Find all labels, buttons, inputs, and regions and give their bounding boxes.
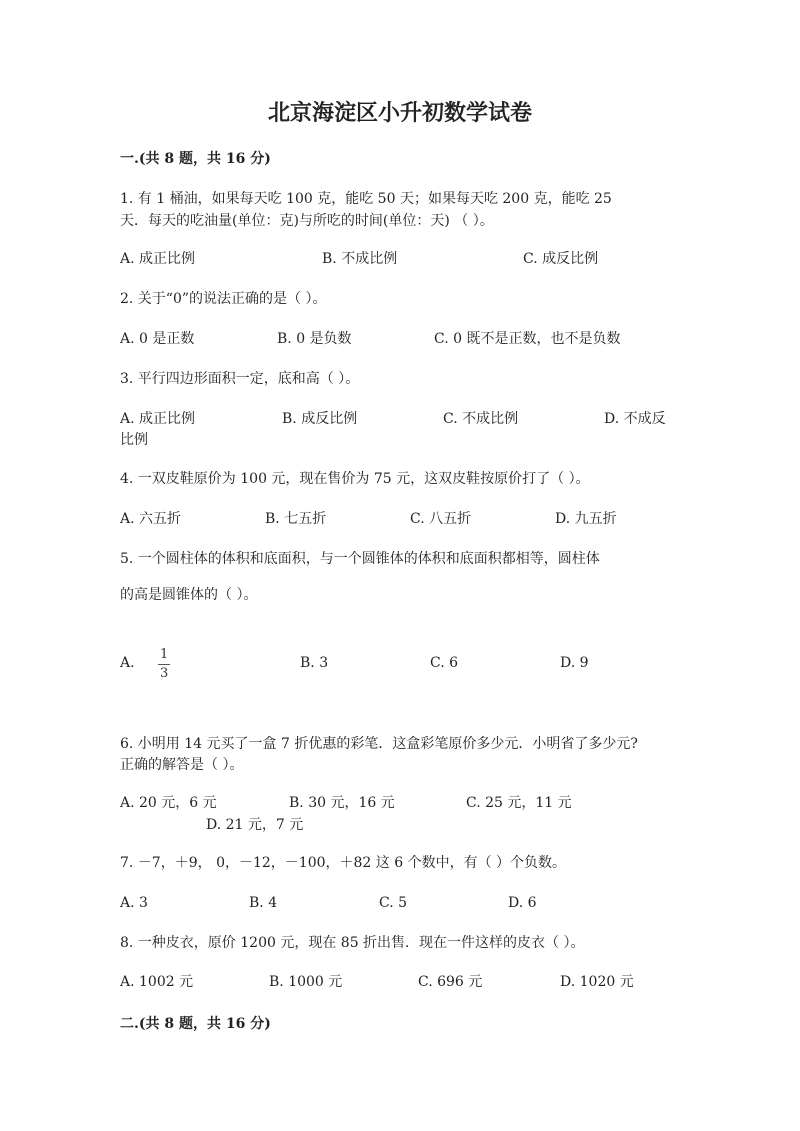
question-4-option-b: B. 七五折 [265,511,327,527]
question-6-option-d: D. 21 元，7 元 [206,817,304,833]
question-5-option-c: C. 6 [430,655,459,671]
question-3-line-1: 3. 平行四边形面积一定，底和高（ ）。 [120,371,360,387]
question-4-line-1: 4. 一双皮鞋原价为 100 元，现在售价为 75 元，这双皮鞋按原价打了（ ）。 [120,471,590,487]
question-5-line-1: 5. 一个圆柱体的体积和底面积，与一个圆锥体的体积和底面积都相等，圆柱体 [120,551,600,567]
question-3-option-d-wrap: 比例 [120,432,148,448]
question-1-option-b: B. 不成比例 [322,251,398,267]
question-5-line-2: 的高是圆锥体的（ ）。 [120,587,258,603]
question-3-option-b: B. 成反比例 [282,411,358,427]
question-6-line-1: 6. 小明用 14 元买了一盒 7 折优惠的彩笔．这盒彩笔原价多少元．小明省了多少元? [120,736,638,752]
question-4-option-d: D. 九五折 [555,511,617,527]
fraction-denominator: 3 [160,666,169,681]
question-7-option-a: A. 3 [120,895,148,911]
question-5-option-a-label: A. [120,655,135,671]
question-7-option-b: B. 4 [249,895,278,911]
question-6-option-a: A. 20 元，6 元 [120,795,217,811]
question-2-option-b: B. 0 是负数 [277,331,352,347]
question-7-option-c: C. 5 [379,895,408,911]
question-8-option-b: B. 1000 元 [269,974,343,990]
question-6-line-2: 正确的解答是（ ）。 [120,757,244,773]
question-2-line-1: 2. 关于“0”的说法正确的是（ ）。 [120,291,327,307]
question-8-line-1: 8. 一种皮衣，原价 1200 元，现在 85 折出售．现在一件这样的皮衣（ ）。 [120,935,585,951]
question-2-option-a: A. 0 是正数 [120,331,195,347]
question-1-option-c: C. 成反比例 [523,251,599,267]
question-1-option-a: A. 成正比例 [120,251,196,267]
question-5-option-b: B. 3 [300,655,329,671]
question-1-line-2: 天．每天的吃油量(单位：克)与所吃的时间(单位：天) （ ）。 [120,213,494,229]
question-7-line-1: 7. －7，＋9， 0，－12，－100，＋82 这 6 个数中，有（ ）个负数。 [120,855,567,871]
question-3-option-c: C. 不成比例 [443,411,519,427]
fraction-numerator: 1 [158,648,170,665]
question-7-option-d: D. 6 [508,895,537,911]
question-4-option-c: C. 八五折 [410,511,472,527]
section-heading-1: 一.(共 8 题，共 16 分) [120,151,271,167]
question-5-option-d: D. 9 [560,655,589,671]
question-1-line-1: 1. 有 1 桶油，如果每天吃 100 克，能吃 50 天；如果每天吃 200 克，能吃 25 [120,191,612,207]
question-6-option-c: C. 25 元，11 元 [466,795,572,811]
section-heading-2: 二.(共 8 题，共 16 分) [120,1016,271,1032]
page-title: 北京海淀区小升初数学试卷 [267,100,532,126]
question-5-fraction [158,648,170,681]
question-8-option-d: D. 1020 元 [560,974,634,990]
question-6-option-b: B. 30 元，16 元 [289,795,395,811]
question-2-option-c: C. 0 既不是正数，也不是负数 [434,331,621,347]
question-3-option-a: A. 成正比例 [120,411,196,427]
question-3-option-d: D. 不成反 [604,411,666,427]
question-4-option-a: A. 六五折 [120,511,182,527]
question-8-option-c: C. 696 元 [418,974,483,990]
question-8-option-a: A. 1002 元 [120,974,194,990]
